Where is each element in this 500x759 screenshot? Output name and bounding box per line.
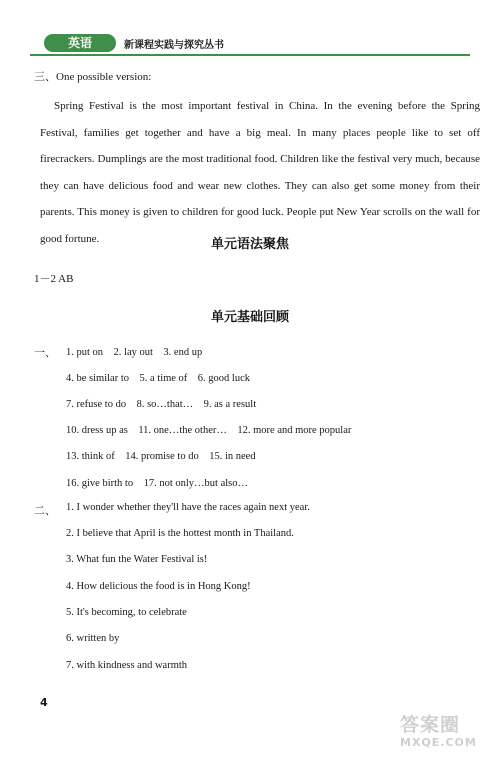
sample-essay [40, 93, 480, 252]
series-title: 新课程实践与探究丛书 [124, 40, 224, 51]
answer-line: 4. be similar to 5. a time of 6. good luck [66, 373, 251, 384]
grammar-answer: 1－2 AB [34, 273, 74, 285]
essay-paragraph: Spring Festival is the most important festival in China. In the evening before the Spring Festival, families get together and have a big meal. In many places people like to set off firecrackers. Dumplings are the most traditional food. Children like the festival very much, because they can have delicious food and wear new clothes. They can also get some money from their parents. This money is given to children for good luck. People put New Year scrolls on the wall for good fortune. [40, 100, 480, 245]
page-header [30, 32, 470, 54]
part-one-label: 一、 [34, 347, 56, 359]
header-divider [30, 54, 470, 56]
watermark-url: MXQE.COM [400, 736, 477, 749]
part-two-label: 二、 [34, 505, 56, 517]
answer-line: 16. give birth to 17. not only…but also… [66, 478, 248, 489]
review-heading: 单元基础回顾 [210, 310, 289, 325]
answer-line: 13. think of 14. promise to do 15. in need [66, 451, 256, 462]
grammar-heading: 单元语法聚焦 [210, 237, 289, 252]
watermark-logo [400, 714, 492, 754]
answer-line: 2. I believe that April is the hottest month in Thailand. [66, 528, 294, 539]
answer-line: 1. put on 2. lay out 3. end up [66, 347, 203, 358]
watermark-logo-text: 答案圈 [400, 714, 461, 736]
answer-line: 10. dress up as 11. one…the other… 12. more and more popular [66, 425, 352, 436]
page-number: 4 [40, 696, 48, 709]
answer-line: 6. written by [66, 633, 120, 644]
section-three-label: 三、One possible version: [34, 71, 152, 83]
subject-badge: 英语 [44, 34, 116, 52]
answer-line: 7. refuse to do 8. so…that… 9. as a result [66, 399, 257, 410]
answer-line: 4. How delicious the food is in Hong Kong! [66, 581, 251, 592]
answer-line: 3. What fun the Water Festival is! [66, 554, 208, 565]
answer-line: 1. I wonder whether they'll have the races again next year. [66, 502, 310, 513]
answer-line: 5. It's becoming, to celebrate [66, 607, 187, 618]
answer-line: 7. with kindness and warmth [66, 660, 188, 671]
